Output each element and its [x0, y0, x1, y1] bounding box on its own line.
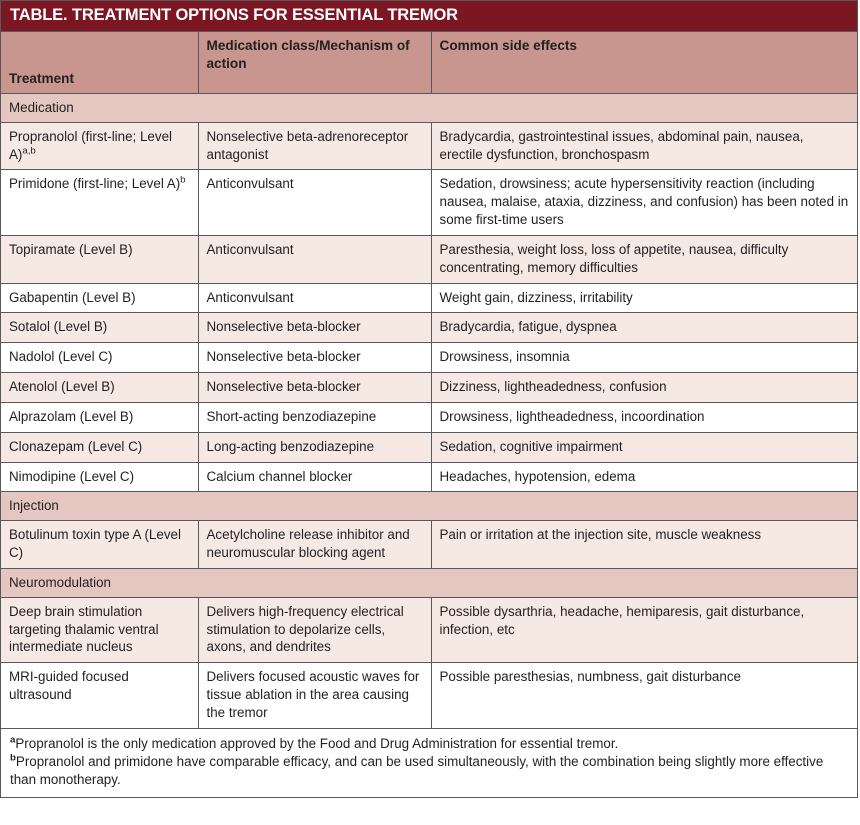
cell-mechanism: Nonselective beta-blocker [198, 313, 431, 343]
table-row [1, 402, 857, 432]
section-header-row [1, 492, 857, 521]
cell-treatment: Nadolol (Level C) [1, 343, 198, 373]
footnotes [1, 729, 857, 797]
cell-side-effects: Drowsiness, insomnia [431, 343, 857, 373]
cell-mechanism: Anticonvulsant [198, 235, 431, 283]
cell-side-effects: Drowsiness, lightheadedness, incoordination [431, 402, 857, 432]
section-header-label: Injection [1, 492, 857, 521]
table-row [1, 170, 857, 235]
table-body [1, 93, 857, 728]
table-row [1, 462, 857, 492]
table-row [1, 313, 857, 343]
table-row [1, 663, 857, 728]
cell-treatment: Atenolol (Level B) [1, 373, 198, 403]
cell-mechanism: Long-acting benzodiazepine [198, 432, 431, 462]
cell-treatment: Deep brain stimulation targeting thalamic ventral intermediate nucleus [1, 597, 198, 662]
column-header-mechanism: Medication class/Mechanism of action [198, 32, 431, 94]
cell-side-effects: Sedation, drowsiness; acute hypersensitivity reaction (including nausea, malaise, ataxia, dizziness, and confusion) has been noted in some first-time users [431, 170, 857, 235]
footnote-marker: b [10, 752, 16, 764]
table-row [1, 432, 857, 462]
treatment-options-table [1, 32, 857, 729]
header-row [1, 32, 857, 94]
table-row [1, 521, 857, 569]
table-row [1, 235, 857, 283]
cell-treatment: Topiramate (Level B) [1, 235, 198, 283]
table-row [1, 597, 857, 662]
footnote-marker: b [180, 174, 186, 186]
cell-mechanism: Calcium channel blocker [198, 462, 431, 492]
column-header-treatment: Treatment [1, 32, 198, 94]
cell-mechanism: Nonselective beta-blocker [198, 343, 431, 373]
cell-side-effects: Bradycardia, fatigue, dyspnea [431, 313, 857, 343]
cell-side-effects: Bradycardia, gastrointestinal issues, abdominal pain, nausea, erectile dysfunction, bronchospasm [431, 122, 857, 170]
cell-treatment: MRI-guided focused ultrasound [1, 663, 198, 728]
cell-treatment: Botulinum toxin type A (Level C) [1, 521, 198, 569]
table-title: TABLE. TREATMENT OPTIONS FOR ESSENTIAL TREMOR [1, 1, 857, 32]
cell-mechanism: Anticonvulsant [198, 283, 431, 313]
cell-treatment: Alprazolam (Level B) [1, 402, 198, 432]
cell-mechanism: Acetylcholine release inhibitor and neuromuscular blocking agent [198, 521, 431, 569]
section-header-row [1, 568, 857, 597]
footnote [10, 735, 848, 753]
footnote [10, 753, 848, 789]
footnote-text: Propranolol is the only medication approved by the Food and Drug Administration for essential tremor. [15, 735, 619, 751]
cell-side-effects: Paresthesia, weight loss, loss of appetite, nausea, difficulty concentrating, memory difficulties [431, 235, 857, 283]
cell-treatment: Gabapentin (Level B) [1, 283, 198, 313]
footnote-marker: a,b [22, 145, 36, 157]
table-row [1, 283, 857, 313]
cell-side-effects: Sedation, cognitive impairment [431, 432, 857, 462]
cell-side-effects: Pain or irritation at the injection site, muscle weakness [431, 521, 857, 569]
cell-side-effects: Weight gain, dizziness, irritability [431, 283, 857, 313]
cell-mechanism: Delivers focused acoustic waves for tissue ablation in the area causing the tremor [198, 663, 431, 728]
cell-mechanism: Nonselective beta-blocker [198, 373, 431, 403]
section-header-label: Neuromodulation [1, 568, 857, 597]
section-header-label: Medication [1, 93, 857, 122]
table-row [1, 122, 857, 170]
cell-treatment: Nimodipine (Level C) [1, 462, 198, 492]
table-header [1, 32, 857, 94]
cell-mechanism: Short-acting benzodiazepine [198, 402, 431, 432]
cell-mechanism: Anticonvulsant [198, 170, 431, 235]
footnote-marker: a [10, 734, 16, 746]
cell-side-effects: Dizziness, lightheadedness, confusion [431, 373, 857, 403]
cell-treatment: Primidone (first-line; Level A)$^b$ [1, 170, 198, 235]
cell-side-effects: Headaches, hypotension, edema [431, 462, 857, 492]
cell-mechanism: Delivers high-frequency electrical stimulation to depolarize cells, axons, and dendrites [198, 597, 431, 662]
cell-side-effects: Possible paresthesias, numbness, gait disturbance [431, 663, 857, 728]
column-header-side-effects: Common side effects [431, 32, 857, 94]
cell-treatment: Propranolol (first-line; Level A)$^{a,b}$ [1, 122, 198, 170]
footnote-text: Propranolol and primidone have comparable efficacy, and can be used simultaneously, with the combination being slightly more effective than monotherapy. [10, 753, 824, 787]
cell-mechanism: Nonselective beta-adrenoreceptor antagonist [198, 122, 431, 170]
cell-treatment: Clonazepam (Level C) [1, 432, 198, 462]
cell-treatment: Sotalol (Level B) [1, 313, 198, 343]
table-row [1, 343, 857, 373]
cell-side-effects: Possible dysarthria, headache, hemiparesis, gait disturbance, infection, etc [431, 597, 857, 662]
section-header-row [1, 93, 857, 122]
table-row [1, 373, 857, 403]
